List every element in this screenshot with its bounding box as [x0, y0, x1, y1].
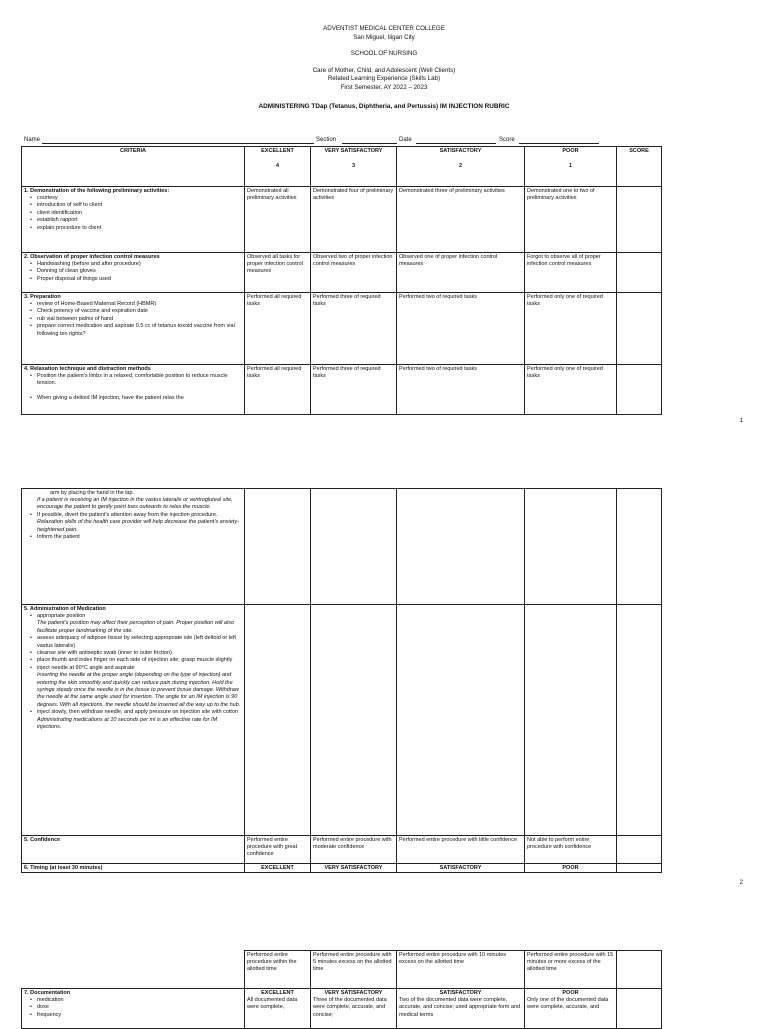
- school-name: SCHOOL OF NURSING: [350, 50, 418, 58]
- satisfactory-cell: [397, 605, 525, 836]
- section-field[interactable]: [342, 137, 397, 144]
- col-very-satisfactory: VERY SATISFACTORY 3: [311, 147, 397, 187]
- very-satisfactory-cell: Demonstrated four of preliminary activities: [311, 187, 397, 253]
- criteria-cell: [22, 951, 245, 989]
- course-name: Care of Mother, Child, and Adolescent (Well Clients): [312, 66, 456, 74]
- student-info-line: [22, 137, 687, 146]
- score-cell[interactable]: [617, 605, 662, 836]
- col-excellent: EXCELLENT 4: [245, 147, 311, 187]
- criteria-cell: 5. Confidence: [22, 836, 245, 864]
- score-cell[interactable]: [617, 365, 662, 415]
- score-cell[interactable]: [617, 864, 662, 873]
- name-field[interactable]: [42, 137, 314, 144]
- document-header: [0, 0, 768, 111]
- very-satisfactory-cell: Performed entire procedure with moderate confidence: [311, 836, 397, 864]
- criteria-cell: 6. Timing (at least 30 minutes): [22, 864, 245, 873]
- excellent-cell: Performed all required tasks: [245, 293, 311, 365]
- very-satisfactory-cell: Performed three of required tasks: [311, 365, 397, 415]
- poor-cell: Not able to perform entire procedure with confidence: [525, 836, 617, 864]
- criteria-cell: 5. Administration of Medication • appropriate position The patient's position may affect their perception of pain. Proper position will also facilitate proper landmarking of the site. • assess adequacy of adipose tissue by selecting appropriate site (left deltoid or left vastus lateralis) • cleanse site with antiseptic swab (inner to outer friction) • place thumb and index finger on each side of injection site; grasp muscle slightly • inject needle at 90°C angle and aspirate Inserting the needle at the proper angle (depending on the type of injection) and entering the skin smoothly and quickly can reduce pain during injection. Hold the syringe steady once the needle is in the tissue to prevent tissue damage. Withdraw the needle at the same angle used for insertion. The angle for an IM injection is 90 degrees. With all injections, the needle should be inserted all the way up to the hub. • inject slowly, then withdraw needle, and apply pressure on injection site with cotton Administrating medications at 10 seconds per ml is an effective rate for IM injections.: [22, 605, 245, 836]
- satisfactory-cell: [397, 489, 525, 605]
- excellent-cell: Performed entire procedure with great confidence: [245, 836, 311, 864]
- excellent-cell: EXCELLENT All documented data were complete,: [245, 989, 311, 1029]
- excellent-cell: Demonstrated all preliminary activities: [245, 187, 311, 253]
- rubric-table-page-3: [21, 950, 662, 1029]
- page-number: 1: [739, 418, 743, 424]
- score-cell[interactable]: [617, 951, 662, 989]
- table-row: [22, 187, 662, 253]
- criteria-cell: 3. Preparation • review of Home-Based Maternal Record (HBMR) • Check potency of vaccine and expiration date • rub vial between palms of hand • prepare correct medication and aspirate 0.5 cc of tetanus toxoid vaccine from vial following ten rights?: [22, 293, 245, 365]
- satisfactory-cell: Performed two of required tasks: [397, 365, 525, 415]
- very-satisfactory-cell: [311, 605, 397, 836]
- poor-cell: POOR Only one of the documented data were complete, accurate, and: [525, 989, 617, 1029]
- table-row: [22, 951, 662, 989]
- col-criteria: CRITERIA: [22, 147, 245, 187]
- date-field[interactable]: [416, 137, 496, 144]
- criteria-cell: 1. Demonstration of the following preliminary activities: • courtesy • introduction of self to client • client identification • establish rapport • explain procedure to client: [22, 187, 245, 253]
- excellent-cell: Performed entire procedure within the allotted time: [245, 951, 311, 989]
- score-cell[interactable]: [617, 253, 662, 293]
- poor-cell: Performed entire procedure with 15 minutes or more excess of the allotted time: [525, 951, 617, 989]
- excellent-cell: [245, 489, 311, 605]
- table-row: [22, 605, 662, 836]
- date-label: Date: [399, 137, 412, 143]
- criteria-cell: 4. Relaxation technique and distraction methods • Position the patient's limbs in a relaxed, comfortable position to reduce muscle tension. • When giving a deltoid IM injection, have the patient relax the: [22, 365, 245, 415]
- criteria-cell: 2. Observation of proper infection control measures • Handwashing (before and after procedure) • Donning of clean gloves • Proper disposal of things used: [22, 253, 245, 293]
- very-satisfactory-cell: VERY SATISFACTORY Three of the documented data were complete, accurate, and concise;: [311, 989, 397, 1029]
- col-satisfactory: SATISFACTORY 2: [397, 147, 525, 187]
- excellent-cell: Performed all required tasks: [245, 365, 311, 415]
- col-poor: POOR 1: [525, 147, 617, 187]
- poor-cell: [525, 489, 617, 605]
- poor-cell: Performed only one of required tasks: [525, 365, 617, 415]
- score-cell[interactable]: [617, 989, 662, 1029]
- table-header-row: [22, 147, 662, 187]
- score-cell[interactable]: [617, 293, 662, 365]
- criteria-cell: arm by placing the hand in the lap. If a patient is receiving an IM injection in the vastus lateralis or ventrogluteal site, encourage the patient to gently point toes outwards to relax the muscle. • If possible, divert the patient's attention away from the injection procedure. Relaxation skills of the health care provider will help decrease the patient's anxiety-heightened pain. • Inform the patient: [22, 489, 245, 605]
- table-row: [22, 836, 662, 864]
- college-name: ADVENTIST MEDICAL CENTER COLLEGE: [323, 25, 445, 32]
- score-label: Score: [499, 137, 515, 143]
- table-row: [22, 989, 662, 1029]
- poor-label: POOR: [525, 864, 617, 873]
- criteria-cell: 7. Documentation • medication • dose • frequency: [22, 989, 245, 1029]
- page-1: [0, 0, 768, 425]
- excellent-label: EXCELLENT: [245, 864, 311, 873]
- satisfactory-cell: Observed one of proper infection control measures: [397, 253, 525, 293]
- very-satisfactory-cell: [311, 489, 397, 605]
- section-label: Section: [316, 137, 337, 143]
- table-row: [22, 365, 662, 415]
- very-satisfactory-cell: Performed three of required tasks: [311, 293, 397, 365]
- name-label: Name: [24, 137, 41, 143]
- satisfactory-cell: Performed two of required tasks: [397, 293, 525, 365]
- satisfactory-cell: Performed entire procedure with 10 minutes excess on the allotted time: [397, 951, 525, 989]
- poor-cell: [525, 605, 617, 836]
- poor-cell: Demonstrated one to two of preliminary activities: [525, 187, 617, 253]
- table-row: [22, 489, 662, 605]
- rle-label: Related Learning Experience (Skills Lab): [327, 75, 441, 83]
- score-cell[interactable]: [617, 187, 662, 253]
- satisfactory-label: SATISFACTORY: [397, 864, 525, 873]
- excellent-cell: Observed all tasks for proper infection control measures: [245, 253, 311, 293]
- satisfactory-cell: Performed entire procedure with little confidence: [397, 836, 525, 864]
- poor-cell: Forgot to observe all of proper infection control measures: [525, 253, 617, 293]
- table-row: [22, 253, 662, 293]
- semester-label: First Semester, AY 2022 – 2023: [340, 83, 428, 91]
- col-score: SCORE: [617, 147, 662, 187]
- very-satisfactory-cell: Performed entire procedure with 5 minutes excess on the allotted time: [311, 951, 397, 989]
- satisfactory-cell: SATISFACTORY Two of the documented data were complete, accurate, and concise; used appropriate form and medical terms: [397, 989, 525, 1029]
- score-cell[interactable]: [617, 836, 662, 864]
- satisfactory-cell: Demonstrated three of preliminary activities: [397, 187, 525, 253]
- college-address: San Miguel, Iligan City: [353, 33, 415, 41]
- excellent-cell: [245, 605, 311, 836]
- score-field[interactable]: [519, 137, 599, 144]
- table-row: [22, 293, 662, 365]
- score-cell[interactable]: [617, 489, 662, 605]
- rubric-table-page-1: [21, 146, 662, 415]
- rubric-table-page-2: [21, 488, 662, 873]
- very-satisfactory-cell: Observed two of proper infection control measures: [311, 253, 397, 293]
- very-satisfactory-label: VERY SATISFACTORY: [311, 864, 397, 873]
- poor-cell: Performed only one of required tasks: [525, 293, 617, 365]
- rubric-title: ADMINISTERING TDap (Tetanus, Diphtheria, and Pertussis) IM INJECTION RUBRIC: [258, 102, 510, 110]
- page-number: 2: [739, 880, 743, 886]
- table-row: [22, 864, 662, 873]
